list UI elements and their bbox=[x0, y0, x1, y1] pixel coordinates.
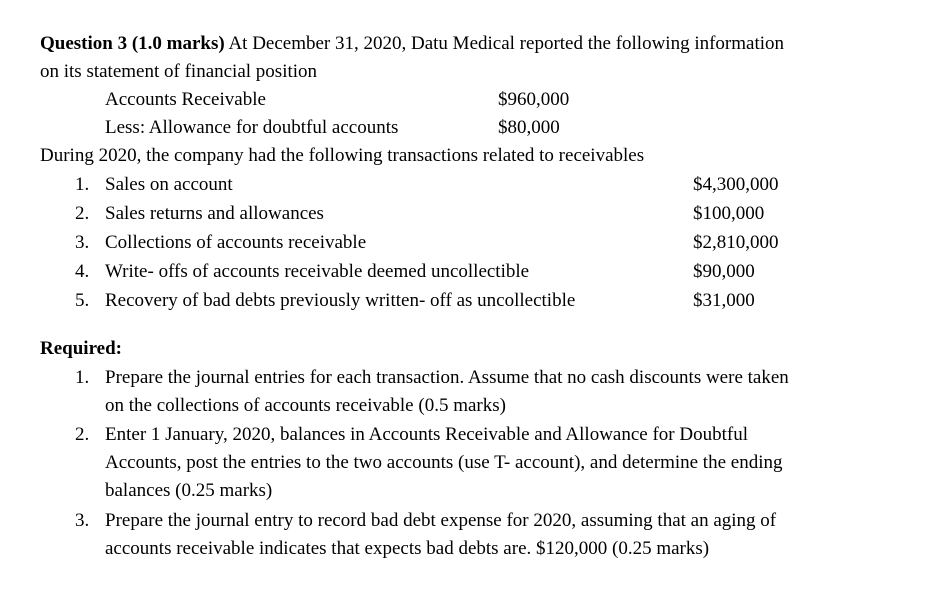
transaction-num: 2. bbox=[75, 203, 90, 224]
transaction-label: Collections of accounts receivable bbox=[105, 232, 367, 253]
transaction-value: $4,300,000 bbox=[693, 174, 779, 195]
required-item-line: balances (0.25 marks) bbox=[105, 480, 273, 501]
transaction-num: 5. bbox=[75, 290, 90, 311]
ar-label: Accounts Receivable bbox=[105, 89, 266, 110]
question-intro-text: At December 31, 2020, Datu Medical reported the following information bbox=[228, 33, 785, 54]
question-heading: Question 3 (1.0 marks) bbox=[40, 33, 225, 54]
transaction-label: Write- offs of accounts receivable deemed uncollectible bbox=[105, 261, 530, 282]
required-item-line: Accounts, post the entries to the two accounts (use T- account), and determine the ending bbox=[105, 452, 783, 473]
required-item-line: accounts receivable indicates that expects bad debts are. $120,000 (0.25 marks) bbox=[105, 538, 710, 559]
transaction-label: Sales on account bbox=[105, 174, 233, 195]
transaction-value: $100,000 bbox=[693, 203, 765, 224]
required-item-num: 1. bbox=[75, 367, 90, 388]
transaction-num: 3. bbox=[75, 232, 90, 253]
required-item-num: 2. bbox=[75, 424, 90, 445]
required-heading bbox=[40, 335, 122, 363]
transaction-num: 1. bbox=[75, 174, 90, 195]
transaction-value: $90,000 bbox=[693, 261, 755, 282]
ar-value: $960,000 bbox=[498, 89, 570, 110]
required-item-line: Prepare the journal entries for each transaction. Assume that no cash discounts were taken bbox=[105, 367, 789, 388]
allowance-value: $80,000 bbox=[498, 117, 560, 138]
required-heading-text: Required: bbox=[40, 338, 122, 359]
required-item-line: Enter 1 January, 2020, balances in Accounts Receivable and Allowance for Doubtful bbox=[105, 424, 748, 445]
transaction-value: $31,000 bbox=[693, 290, 755, 311]
transactions-intro: During 2020, the company had the following transactions related to receivables bbox=[40, 145, 645, 166]
transaction-num: 4. bbox=[75, 261, 90, 282]
question-intro-line-1 bbox=[40, 30, 784, 58]
question-intro-line-2: on its statement of financial position bbox=[40, 61, 318, 82]
transaction-value: $2,810,000 bbox=[693, 232, 779, 253]
required-item-line: Prepare the journal entry to record bad debt expense for 2020, assuming that an aging of bbox=[105, 510, 777, 531]
allowance-label: Less: Allowance for doubtful accounts bbox=[105, 117, 399, 138]
required-item-num: 3. bbox=[75, 510, 90, 531]
required-item-line: on the collections of accounts receivable (0.5 marks) bbox=[105, 395, 506, 416]
transaction-label: Recovery of bad debts previously written- off as uncollectible bbox=[105, 290, 576, 311]
transaction-label: Sales returns and allowances bbox=[105, 203, 324, 224]
